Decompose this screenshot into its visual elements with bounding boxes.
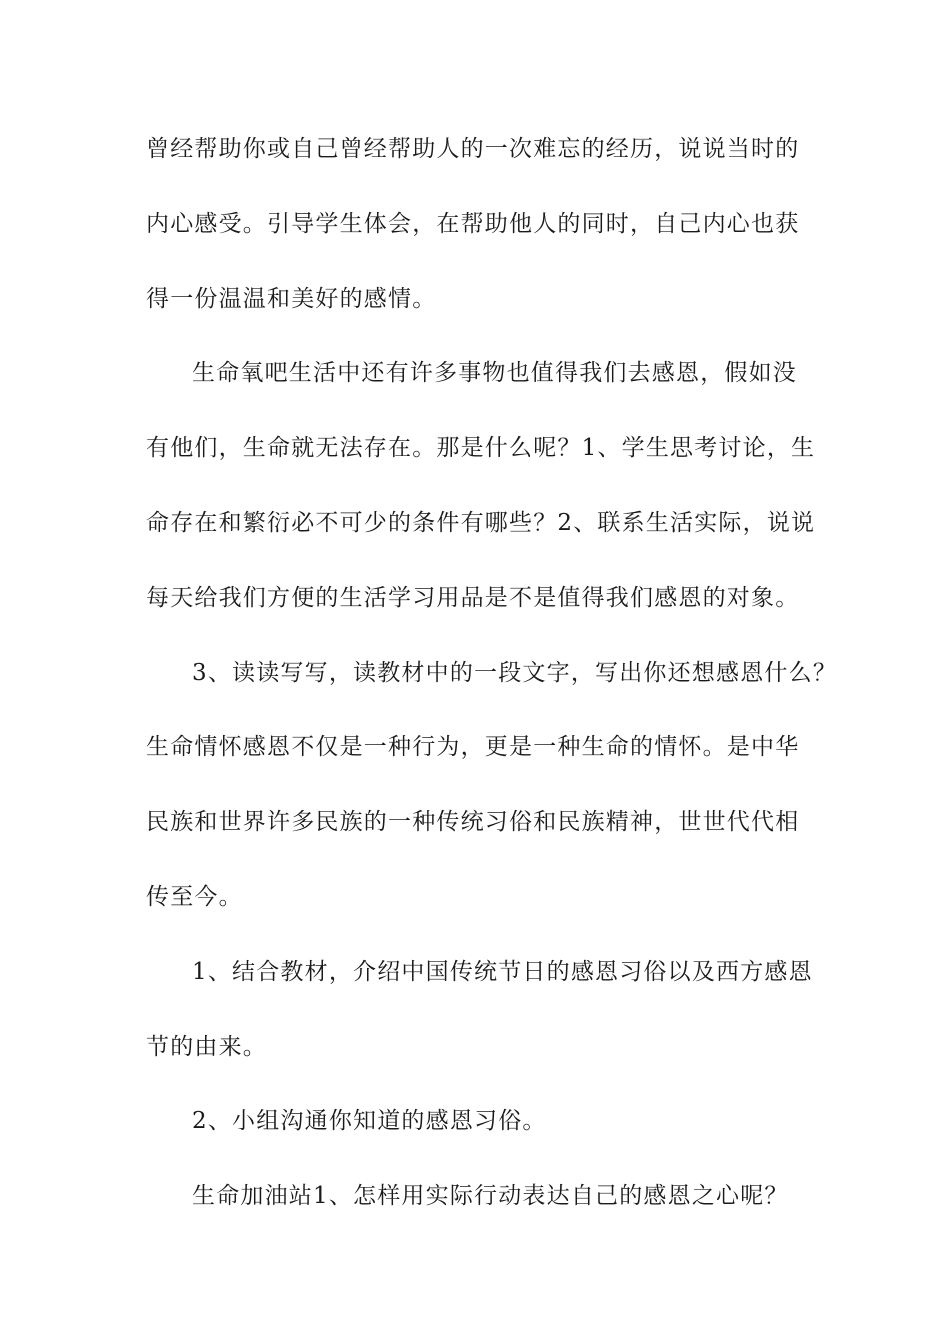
text-line: 得一份温温和美好的感情。: [146, 285, 437, 312]
text-line: 命存在和繁衍必不可少的条件有哪些？2、联系生活实际，说说: [146, 509, 816, 536]
text-line: 传至今。: [146, 883, 243, 910]
text-line: 有他们，生命就无法存在。那是什么呢？1、学生思考讨论，生: [146, 435, 816, 462]
paragraph-start-line: 2、小组沟通你知道的感恩习俗。: [192, 1108, 547, 1135]
text-line: 民族和世界许多民族的一种传统习俗和民族精神，世世代代相: [146, 809, 800, 836]
paragraph-start-line: 1、结合教材，介绍中国传统节日的感恩习俗以及西方感恩: [192, 958, 813, 985]
paragraph-start-line: 生命氧吧生活中还有许多事物也值得我们去感恩，假如没: [192, 360, 797, 387]
text-line: 生命情怀感恩不仅是一种行为，更是一种生命的情怀。是中华: [146, 734, 800, 761]
document-body: [146, 118, 838, 1240]
paragraph-start-line: 生命加油站1、怎样用实际行动表达自己的感恩之心呢？: [192, 1183, 789, 1210]
text-line: 曾经帮助你或自己曾经帮助人的一次难忘的经历，说说当时的: [146, 136, 800, 162]
text-line: 节的由来。: [146, 1033, 267, 1060]
text-line: 每天给我们方便的生活学习用品是不是值得我们感恩的对象。: [146, 584, 800, 611]
paragraph-start-line: 3、读读写写，读教材中的一段文字，写出你还想感恩什么？: [192, 659, 838, 686]
text-line: 内心感受。引导学生体会，在帮助他人的同时，自己内心也获: [146, 210, 800, 237]
